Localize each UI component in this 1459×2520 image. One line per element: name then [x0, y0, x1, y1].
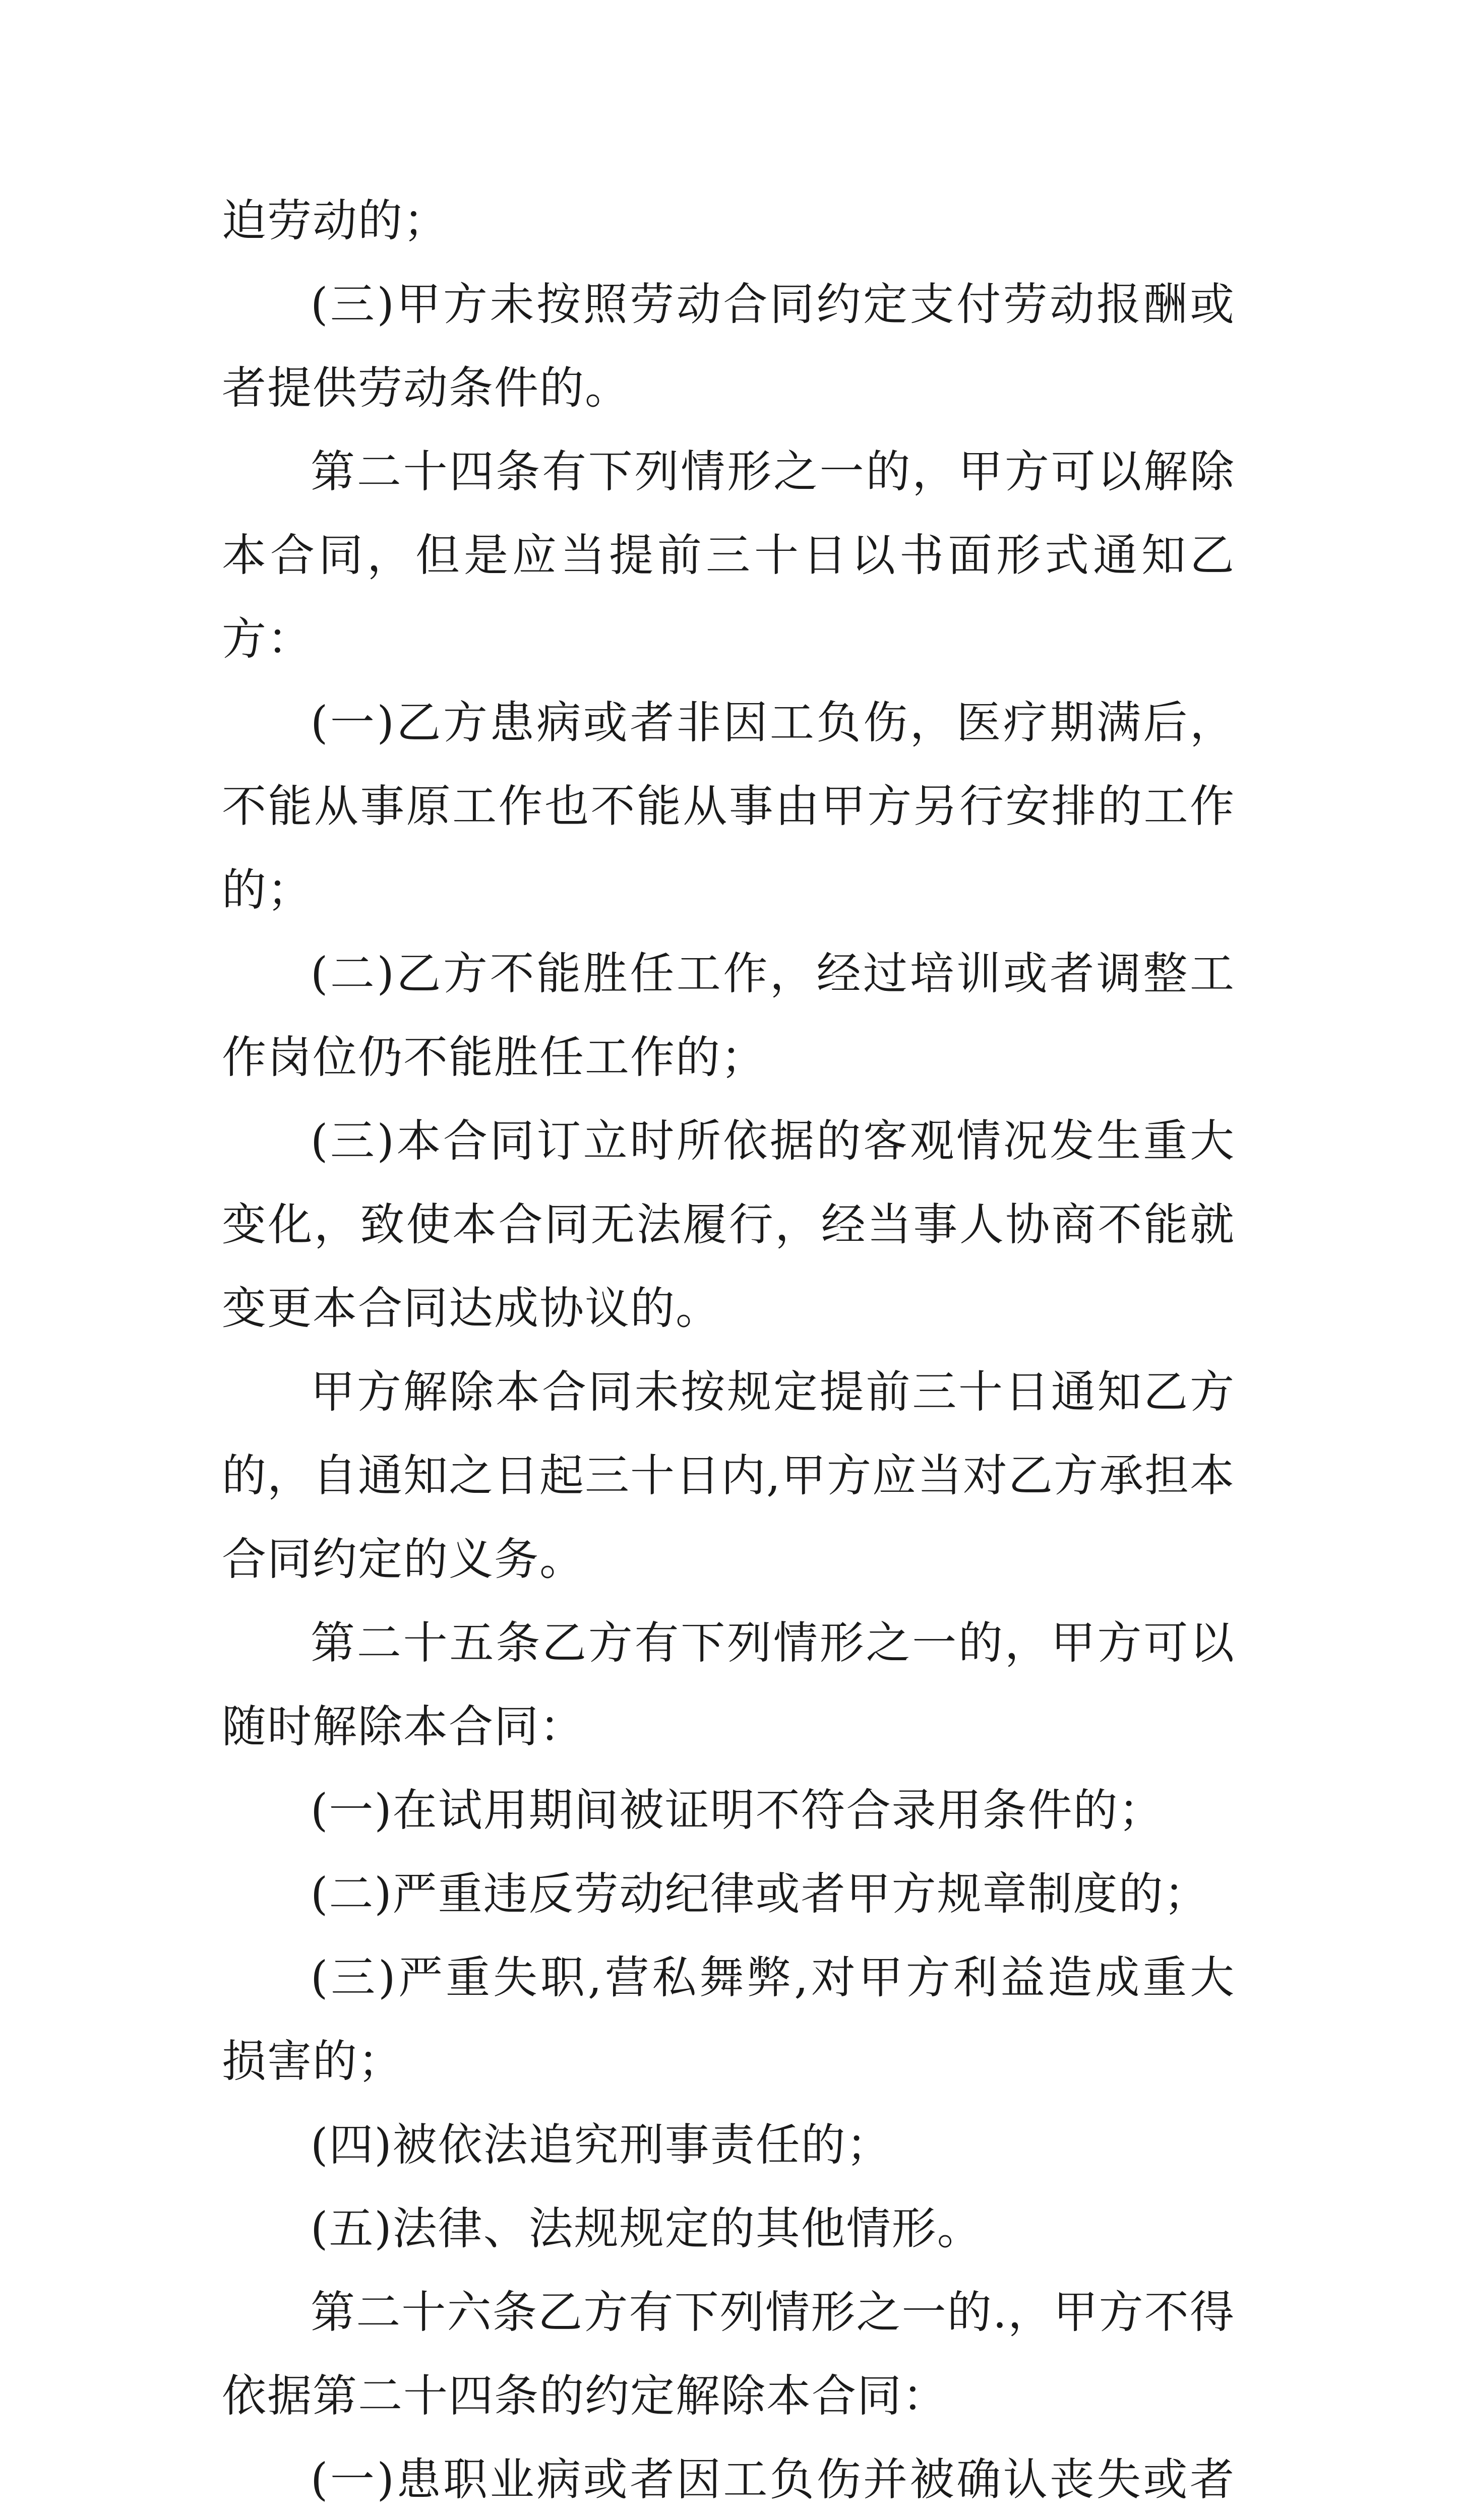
paragraph: (二)严重违反劳动纪律或者甲方规章制度的； [311, 1868, 1209, 1920]
paragraph: (一)乙方患病或者非因工负伤，医疗期满后，不能从事原工作也不能从事由甲方另行安排的工作的； [222, 697, 1235, 916]
paragraph: 甲方解除本合同未按规定提前三十日通知乙方的，自通知之日起三十日内,甲方应当对乙方承担本合同约定的义务。 [222, 1366, 1235, 1585]
paragraph: (二)乙方不能胜任工作，经过培训或者调整工作岗位仍不能胜任工作的； [222, 948, 1235, 1083]
paragraph: (三)甲方未按照劳动合同约定支付劳动报酬或者提供劳动条件的。 [222, 278, 1235, 414]
paragraph: (一)在试用期间被证明不符合录用条件的； [311, 1784, 1164, 1836]
paragraph: (一)患职业病或者因工负伤并被确认丧失或者 [311, 2453, 1235, 2505]
document-body [222, 179, 1235, 2520]
paragraph: 第二十五条乙方有下列情形之一的，甲方可以随时解除本合同： [222, 1617, 1235, 1752]
paragraph: (四)被依法追究刑事责任的； [311, 2119, 892, 2171]
paragraph: (三)本合同订立时所依据的客观情况发生重大变化，致使本合同无法履行，经当事人协商不能就变更本合同达成协议的。 [222, 1115, 1235, 1334]
paragraph: 第二十六条乙方有下列情形之一的.，甲方不得依据第二十四条的约定解除本合同： [222, 2286, 1235, 2422]
paragraph: (三)严重失职,营私舞弊,对甲方利益造成重大损害的； [222, 1951, 1235, 2087]
paragraph: 第二十四条有下列情形之一的，甲方可以解除本合同，但是应当提前三十日以书面形式通知乙方： [222, 446, 1235, 665]
paragraph: 迫劳动的； [222, 195, 449, 246]
paragraph: (五)法律、法规规定的其他情形。 [311, 2202, 983, 2254]
